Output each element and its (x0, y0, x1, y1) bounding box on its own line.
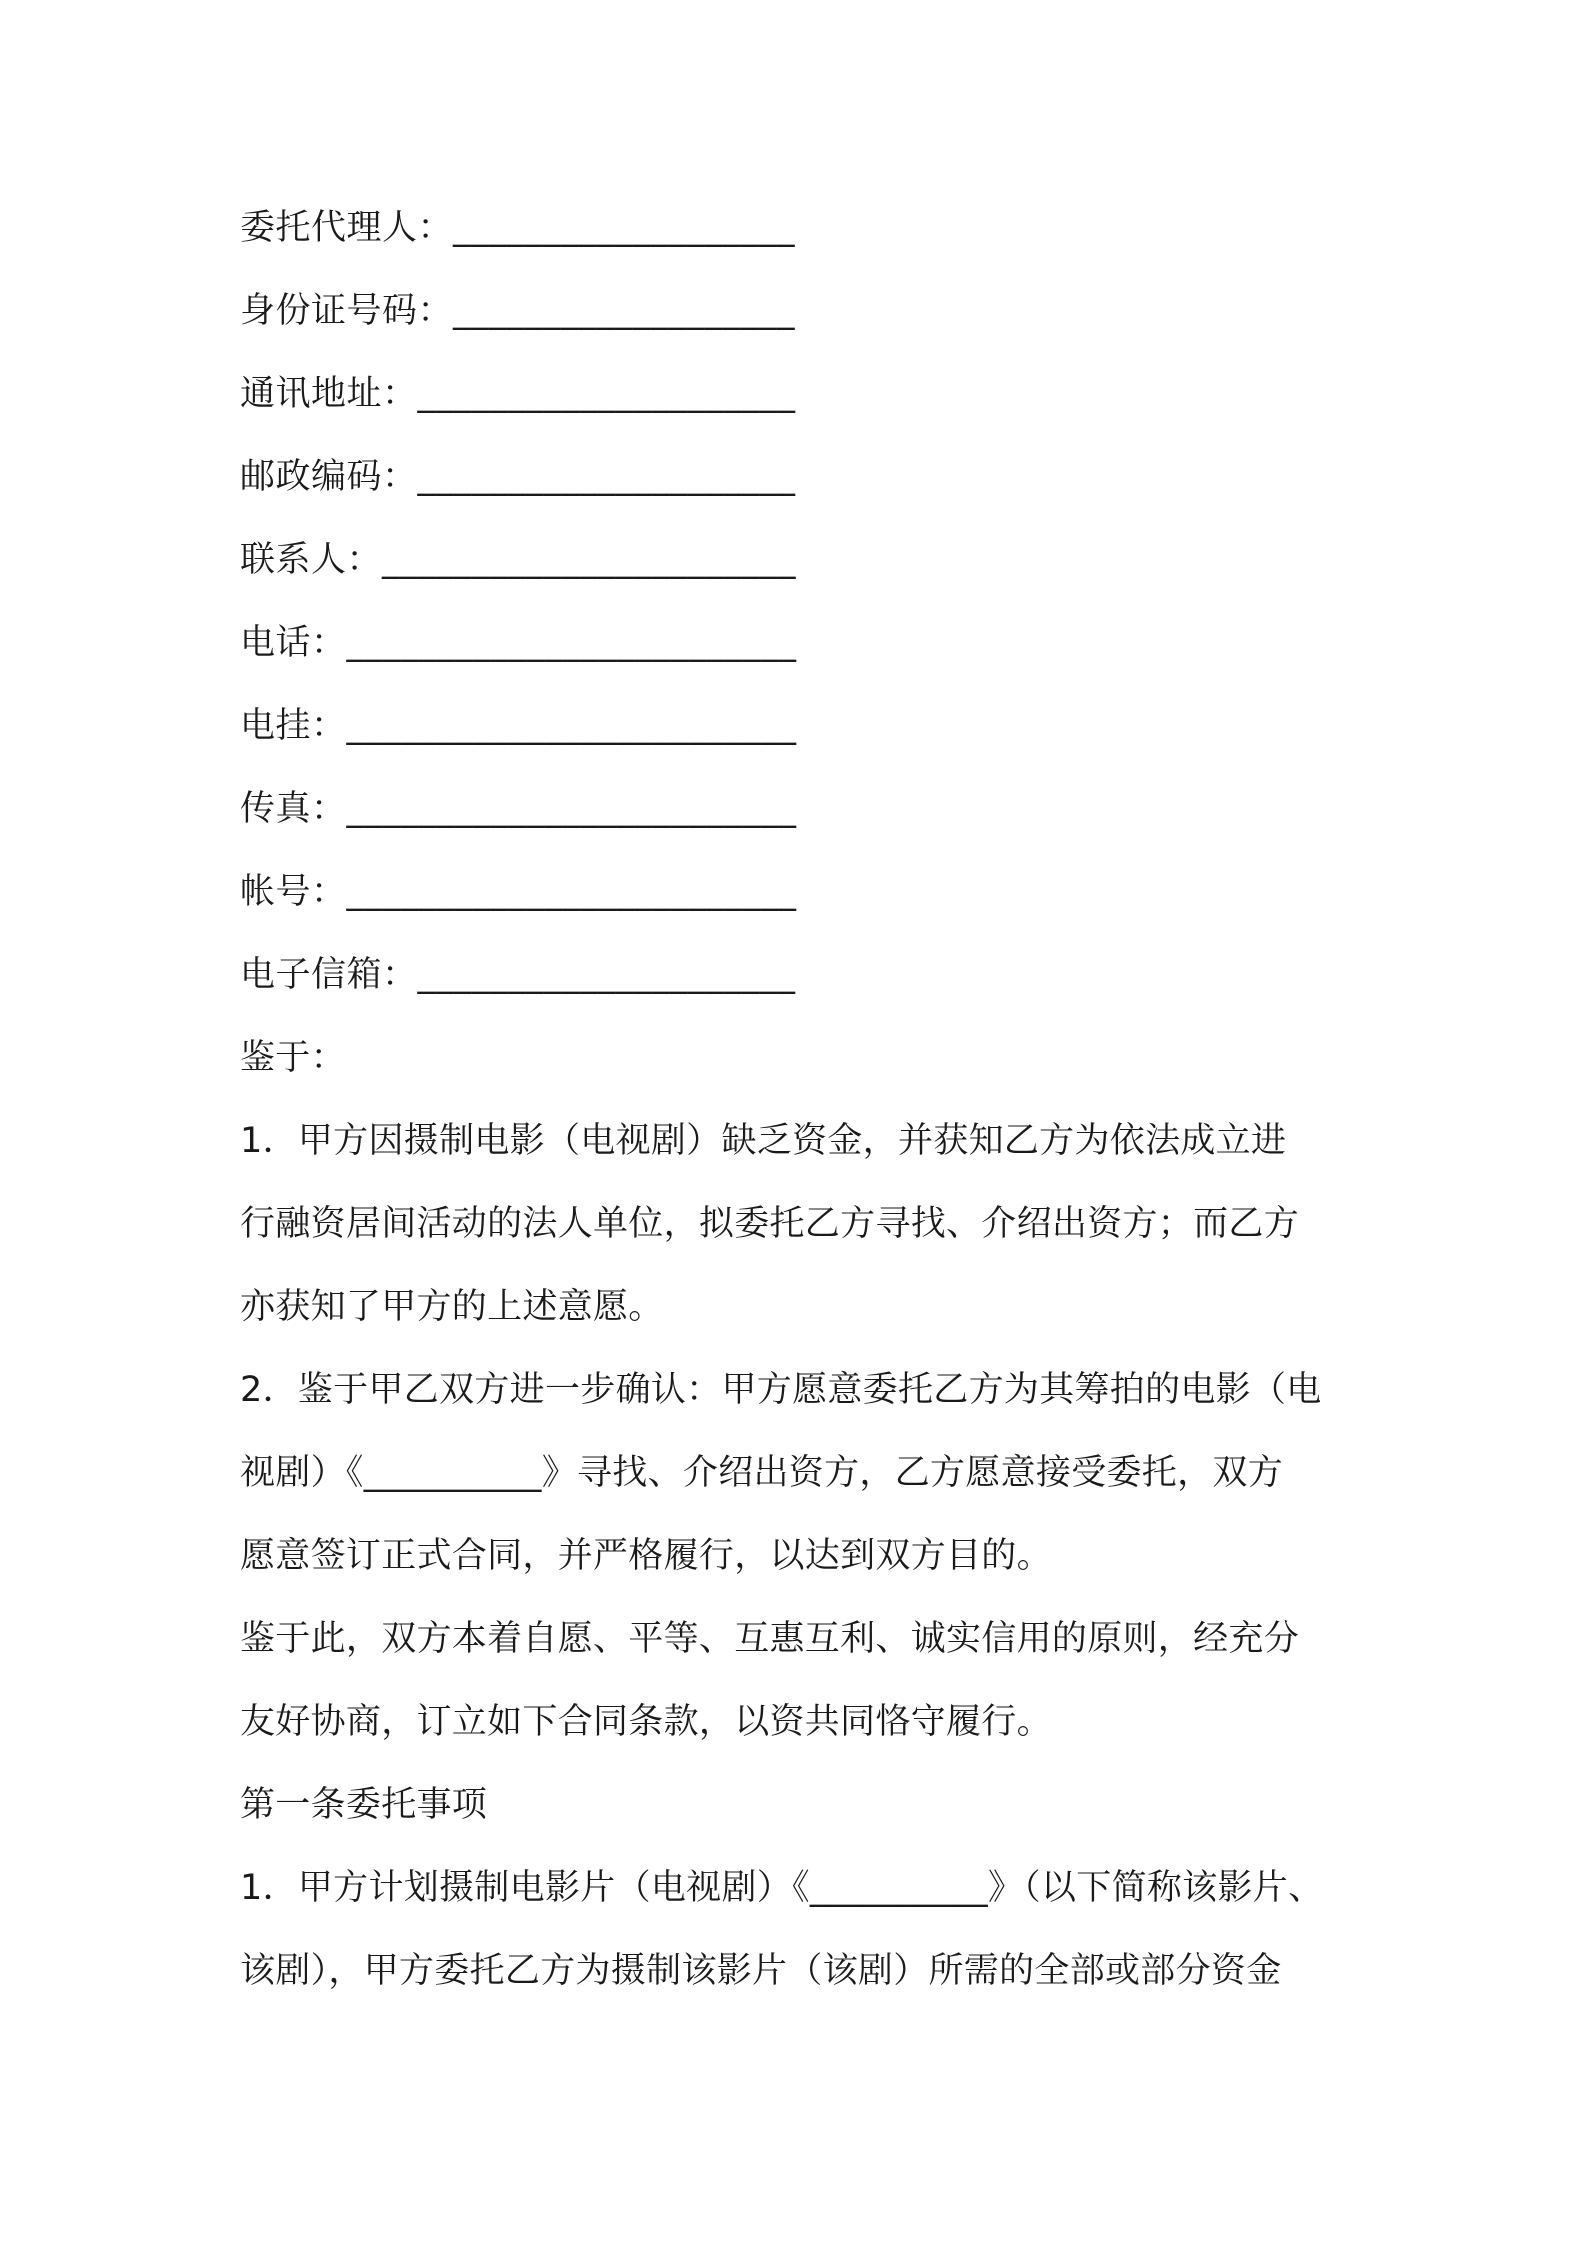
field-email (240, 950, 796, 1000)
field-blank: _____________________ (417, 955, 796, 995)
field-blank: _________________________ (346, 623, 797, 663)
body-line: 友好协商，订立如下合同条款，以资共同恪守履行。 (240, 1702, 1052, 1742)
field-label: 通讯地址： (240, 374, 418, 414)
body-line: 愿意签订正式合同，并严格履行，以达到双方目的。 (240, 1536, 1052, 1576)
field-label: 身份证号码： (240, 291, 454, 331)
field-label: 邮政编码： (240, 457, 418, 497)
body-line: 行融资居间活动的法人单位，拟委托乙方寻找、介绍出资方；而乙方 (240, 1204, 1300, 1244)
body-line: 视剧）《__________》寻找、介绍出资方，乙方愿意接受委托，双方 (240, 1453, 1284, 1493)
field-telegram (240, 701, 797, 751)
field-phone (240, 618, 797, 668)
body-line: 亦获知了甲方的上述意愿。 (240, 1287, 664, 1327)
field-blank: _________________________ (346, 872, 797, 912)
field-blank: _________________________ (346, 706, 797, 746)
field-blank: _____________________ (417, 374, 796, 414)
body-line-whereas: 鉴于： (240, 1038, 346, 1078)
field-label: 电子信箱： (240, 955, 418, 995)
section-heading: 第一条委托事项 (240, 1785, 488, 1825)
field-label: 帐号： (240, 872, 347, 912)
field-fax (240, 784, 797, 834)
field-label: 联系人： (240, 540, 383, 580)
field-label: 传真： (240, 789, 347, 829)
body-line: 2．鉴于甲乙双方进一步确认：甲方愿意委托乙方为其筹拍的电影（电 (240, 1370, 1322, 1410)
field-blank: _______________________ (382, 540, 797, 580)
body-line: 鉴于此，双方本着自愿、平等、互惠互利、诚实信用的原则，经充分 (240, 1619, 1300, 1659)
field-postal-code (240, 452, 796, 502)
body-line: 该剧），甲方委托乙方为摄制该影片（该剧）所需的全部或部分资金 (240, 1951, 1282, 1991)
field-label: 电话： (240, 623, 347, 663)
field-contact (240, 535, 796, 585)
field-blank: ___________________ (453, 291, 796, 331)
field-label: 电挂： (240, 706, 347, 746)
field-blank: ___________________ (453, 208, 796, 248)
body-line: 1．甲方计划摄制电影片（电视剧）《__________》（以下简称该影片、 (240, 1868, 1324, 1908)
field-id-number (240, 286, 795, 336)
body-line: 1．甲方因摄制电影（电视剧）缺乏资金，并获知乙方为依法成立进 (240, 1121, 1287, 1161)
field-blank: _________________________ (346, 789, 797, 829)
field-account (240, 867, 797, 917)
field-address (240, 369, 796, 419)
field-blank: _____________________ (417, 457, 796, 497)
field-label: 委托代理人： (240, 208, 454, 248)
field-agent (240, 203, 795, 253)
